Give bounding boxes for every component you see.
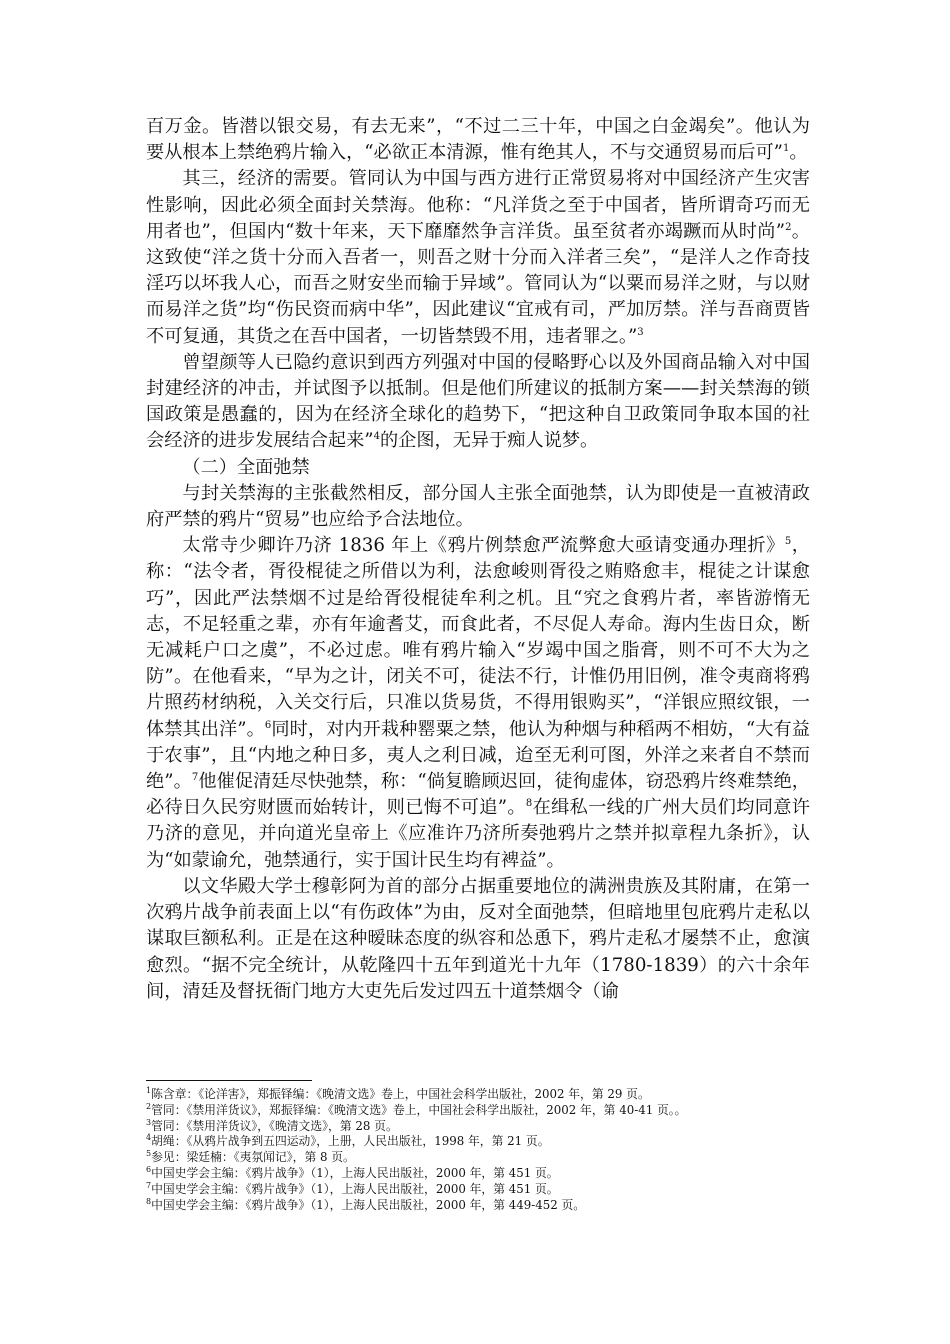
footnote — [146, 1134, 810, 1150]
footnote-text: 胡绳：《从鸦片战争到五四运动》，上册，人民出版社，1998 年，第 21 页。 — [151, 1134, 550, 1149]
text-run: 太常寺少卿许乃济 1836 年上《鸦片例禁愈严流弊愈大亟请变通办理折》 — [182, 535, 785, 557]
footnote-number: 5 — [146, 1149, 152, 1159]
footnote-text: 陈含章：《论洋害》，郑振铎编：《晚清文选》卷上，中国社会科学出版社，2002 年，第 29 页。 — [151, 1087, 650, 1101]
footnote-number: 4 — [146, 1133, 152, 1143]
text-run: 同时，对内开栽种罂粟之禁，他认为种烟与种稻两不相妨，“大有益于农事”，且“内地之种日多，夷人之利日减，迨至无利可图，外洋之来者自不禁而绝”。 — [146, 718, 810, 793]
footnote-ref: 4 — [373, 431, 380, 443]
body-text — [146, 114, 810, 1005]
paragraph — [146, 114, 810, 166]
footnote-ref: 6 — [264, 719, 272, 731]
footnote — [146, 1166, 810, 1182]
text-run: 以文华殿大学士穆彰阿为首的部分占据重要地位的满洲贵族及其附庸，在第一次鸦片战争前表面上以“有伤政体”为由，反对全面弛禁，但暗地里包庇鸦片走私以谋取巨额私利。正是在这种暧昧态度的纵容和怂恿下，鸦片走私才屡禁不止，愈演愈烈。“据不完全统计，从乾隆四十五年到道光十九年（1780-1839）的六十余年间，清廷及督抚衙门地方大吏先后发过四五十道禁烟令（谕 — [146, 875, 810, 1002]
footnote-number: 2 — [146, 1101, 152, 1111]
footnote-ref: 5 — [784, 536, 792, 548]
text-run: 。 — [789, 142, 808, 164]
paragraph — [146, 481, 810, 533]
text-run: ，称：“法令者，胥役棍徒之所借以为利，法愈峻则胥役之贿赂愈丰，棍徒之计谋愈巧”，因此严法禁烟不过是给胥役棍徒牟利之机。且“究之食鸦片者，率皆游惰无志，不足轻重之辈，亦有年逾耆艾，而食此者，不尽促人寿命。海内生齿日众，断无减耗户口之虞”，不必过虑。唯有鸦片输入“岁竭中国之脂膏，则不可不大为之防”。在他看来，“早为之计，闭关不可，徒法不行，计惟仍用旧例，准令夷商将鸦片照药材纳税，入关交行后，只准以货易货，不得用银购买”，“洋银应照纹银，一体禁其出洋”。 — [146, 535, 810, 740]
footnotes — [146, 1087, 810, 1213]
footnote-text: 中国史学会主编：《鸦片战争》（1），上海人民出版社，2000 年，第 451 页。 — [151, 1181, 559, 1196]
footnote-text: 管同：《禁用洋货议》，郑振铎编：《晚清文选》卷上，中国社会科学出版社，2002 年，第 40-41 页。。 — [151, 1102, 687, 1117]
paragraph — [146, 533, 810, 874]
footnote-separator — [146, 1080, 312, 1081]
footnote-number: 6 — [146, 1165, 152, 1175]
footnote-ref: 3 — [637, 326, 644, 338]
footnote — [146, 1198, 810, 1214]
text-run: 其三，经济的需要。管同认为中国与西方进行正常贸易将对中国经济产生灾害性影响，因此必须全面封关禁海。他称：“凡洋货之至于中国者，皆所谓奇巧而无用者也”，但国内“数十年来，天下靡靡然争言洋货。虽至贫者亦竭蹶而从时尚” — [146, 168, 810, 242]
footnote-ref: 1 — [782, 143, 790, 155]
footnote — [146, 1087, 810, 1103]
footnote-number: 7 — [146, 1180, 152, 1190]
text-run: 曾望颜等人已隐约意识到西方列强对中国的侵略野心以及外国商品输入对中国封建经济的冲击，并试图予以抵制。但是他们所建议的抵制方案——封关禁海的锁国政策是愚蠢的，因为在经济全球化的趋势下，“把这种自卫政策同争取本国的社会经济的进步发展结合起来” — [146, 351, 810, 452]
footnote — [146, 1182, 810, 1198]
footnote-text: 中国史学会主编：《鸦片战争》（1），上海人民出版社，2000 年，第 451 页。 — [151, 1165, 559, 1180]
text-run: 与封关禁海的主张截然相反，部分国人主张全面弛禁，认为即使是一直被清政府严禁的鸦片“贸易”也应给予合法地位。 — [146, 482, 810, 531]
footnote-text: 参见：梁廷楠：《夷氛闻记》，第 8 页。 — [151, 1150, 355, 1165]
footnote-text: 中国史学会主编：《鸦片战争》（1），上海人民出版社，2000 年，第 449-452 页。 — [151, 1197, 586, 1212]
footnote-number: 1 — [146, 1086, 152, 1096]
footnote-number: 3 — [146, 1117, 152, 1127]
text-run: 的企图，无异于痴人说梦。 — [379, 430, 599, 452]
text-run: （二）全面弛禁 — [182, 456, 310, 478]
text-run: 。这致使“洋之货十分而入吾者一，则吾之财十分而入洋者三矣”，“是洋人之作奇技淫巧以坏我人心，而吾之财安坐而输于异域”。管同认为“以粟而易洋之财，与以财而易洋之货”均“伤民资而病中华”，因此建议“宜戒有司，严加厉禁。洋与吾商贾皆不可复通，其货之在吾中国者，一切皆禁毁不用，违者罪之。” — [146, 220, 810, 347]
paragraph — [146, 166, 810, 349]
footnote-ref: 8 — [525, 798, 533, 810]
footnote-number: 8 — [146, 1196, 152, 1206]
paragraph — [146, 874, 810, 1005]
footnote-ref: 7 — [191, 772, 199, 784]
footnote — [146, 1119, 810, 1135]
footnote — [146, 1150, 810, 1166]
text-run: 在缉私一线的广州大员们均同意许乃济的意见，并向道光皇帝上《应准许乃济所奏弛鸦片之禁并拟章程九条折》，认为“如蒙谕允，弛禁通行，实于国计民生均有裨益”。 — [146, 797, 810, 871]
section-heading — [146, 455, 810, 481]
footnote-text: 管同：《禁用洋货议》，《晚清文选》，第 28 页。 — [151, 1118, 398, 1133]
paragraph — [146, 350, 810, 455]
footnote-ref: 2 — [785, 221, 792, 233]
footnote — [146, 1103, 810, 1119]
text-run: 他催促清廷尽快弛禁，称：“倘复瞻顾迟回，徒徇虚体，窃恐鸦片终难禁绝，必待日久民穷财匮而始转计，则已悔不可追”。 — [146, 771, 810, 819]
text-run: 百万金。皆潜以银交易，有去无来”，“不过二三十年，中国之白金竭矣”。他认为要从根本上禁绝鸦片输入，“必欲正本清源，惟有绝其人，不与交通贸易而后可” — [146, 116, 810, 164]
